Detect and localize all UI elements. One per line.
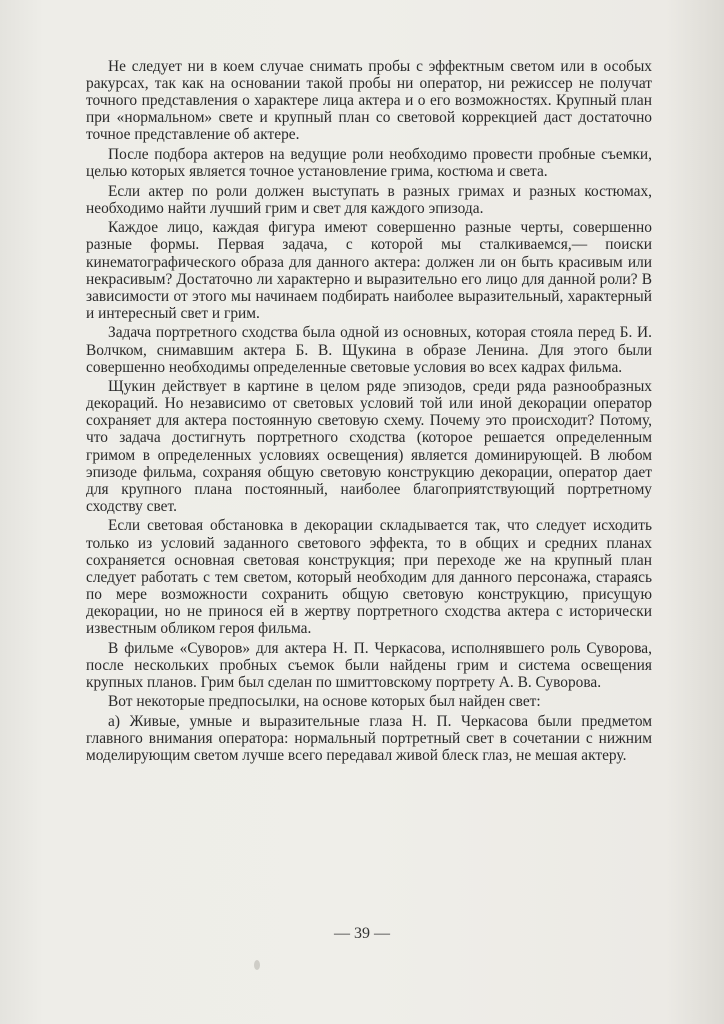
body-text (86, 58, 652, 764)
paragraph: Задача портретного сходства была одной из основных, которая стояла перед Б. И. Волчком, снимавшим актера Б. В. Щукина в образе Ленина. Для этого были совершенно необходимы определенные световые условия во всех кадрах фильма. (86, 324, 652, 376)
paragraph: Если световая обстановка в декорации складывается так, что следует исходить только из условий заданного светового эффекта, то в общих и средних планах сохраняется основная световая конструкция; при переходе же на крупный план следует работать с тем светом, который необходим для данного персонажа, стараясь по мере возможности сохранить общую световую конструкцию, присущую декорации, но не принося ей в жертву портретного сходства актера с исторически известным обликом героя фильма. (86, 517, 652, 637)
paragraph: После подбора актеров на ведущие роли необходимо провести пробные съемки, целью которых является точное установление грима, костюма и света. (86, 145, 652, 181)
paragraph: Щукин действует в картине в целом ряде эпизодов, среди ряда разнообразных декораций. Но независимо от световых условий той или иной декорации оператор сохраняет для актера постоянную световую схему. Почему это происходит? Потому, что задача достигнуть портретного сходства (которое решается определенным гримом в определенных условиях освещения) является доминирующей. В любом эпизоде фильма, сохраняя общую световую конструкцию декорации, оператор дает для крупного плана постоянный, наиболее благоприятствующий портретному сходству свет. (86, 378, 652, 515)
paragraph: Каждое лицо, каждая фигура имеют совершенно разные черты, совершенно разные формы. Первая задача, с которой мы сталкиваемся,— поиски кинематографического образа для данного актера: должен ли он быть красивым или некрасивым? Достаточно ли характерно и выразительно его лицо для данной роли? В зависимости от этого мы начинаем подбирать наиболее выразительный, характерный и интересный свет и грим. (86, 219, 652, 322)
paragraph: Не следует ни в коем случае снимать пробы с эффектным светом или в особых ракурсах, так как на основании такой пробы ни оператор, ни режиссер не получат точного представления о характере лица актера и о его возможностях. Крупный план при «нормальном» свете и крупный план со световой коррекцией даст достаточно точное представление об актере. (86, 58, 652, 144)
paragraph: В фильме «Суворов» для актера Н. П. Черкасова, исполнявшего роль Суворова, после нескольких пробных съемок были найдены грим и система освещения крупных планов. Грим был сделан по шмиттовскому портрету А. В. Суворова. (86, 639, 652, 691)
page-number: — 39 — (334, 925, 390, 942)
ink-smudge (254, 960, 260, 970)
paragraph: а) Живые, умные и выразительные глаза Н. П. Черкасова были предметом главного внимания оператора: нормальный портретный свет в сочетании с нижним моделирующим светом лучше всего передавал живой блеск глаз, не мешая актеру. (86, 712, 652, 765)
paragraph: Если актер по роли должен выступать в разных гримах и разных костюмах, необходимо найти лучший грим и свет для каждого эпизода. (86, 182, 652, 217)
paragraph: Вот некоторые предпосылки, на основе которых был найден свет: (108, 693, 541, 711)
